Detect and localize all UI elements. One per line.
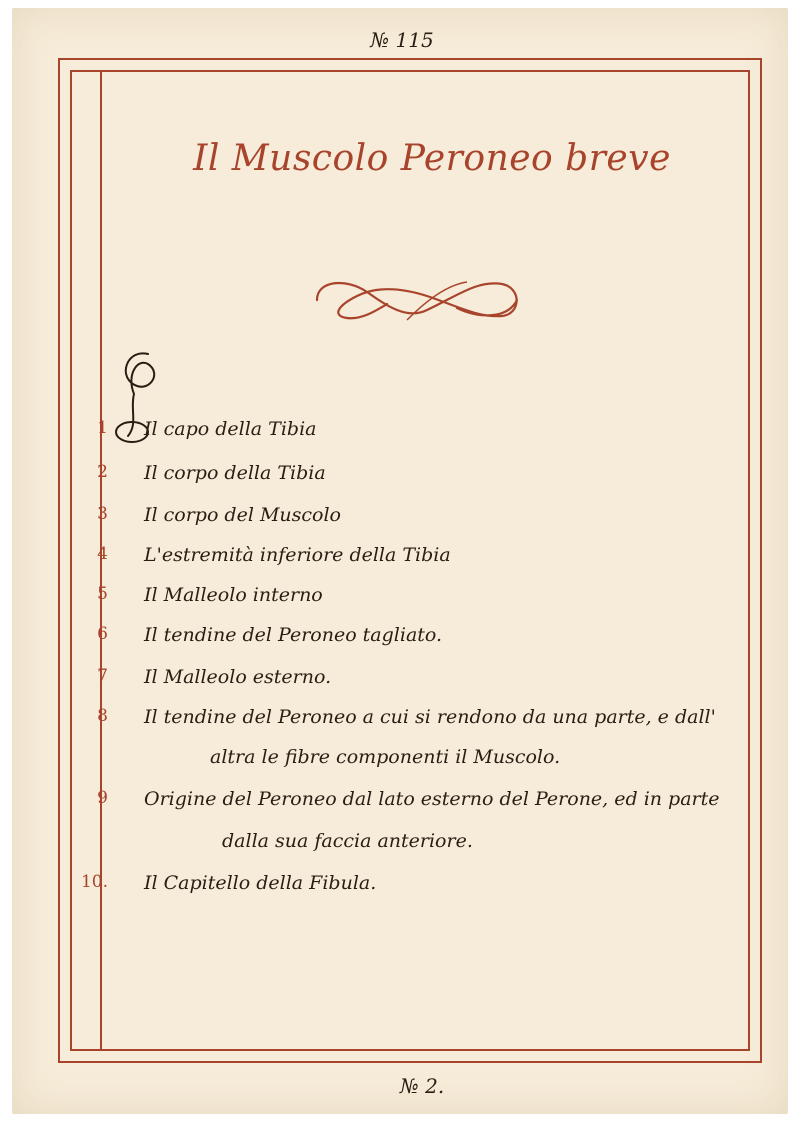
entry-text: Il Malleolo esterno. xyxy=(144,666,332,688)
entry-text: Il Malleolo interno xyxy=(144,584,323,606)
page-number-top: № 115 xyxy=(370,28,434,52)
entry-text: Il corpo della Tibia xyxy=(144,462,326,484)
entry-text: Origine del Peroneo dal lato esterno del Perone, ed in parte xyxy=(144,788,720,810)
entry-continuation: altra le fibre componenti il Muscolo. xyxy=(210,746,561,768)
entry-number: 6 xyxy=(97,624,108,644)
entry-number: 5 xyxy=(97,584,108,604)
entry-text: Il corpo del Muscolo xyxy=(144,504,341,526)
page-title: Il Muscolo Peroneo breve xyxy=(193,138,671,179)
entry-number: 7 xyxy=(97,666,108,686)
entry-number: 10. xyxy=(80,872,108,892)
entry-text: L'estremità inferiore della Tibia xyxy=(144,544,451,566)
page-number-bottom: № 2. xyxy=(399,1074,445,1098)
entry-text: Il tendine del Peroneo tagliato. xyxy=(144,624,443,646)
calligraphic-flourish xyxy=(307,270,527,330)
entry-text: Il capo della Tibia xyxy=(144,418,317,440)
entry-number: 3 xyxy=(97,504,108,524)
manuscript-page xyxy=(12,8,788,1114)
entry-text: Il tendine del Peroneo a cui si rendono da una parte, e dall' xyxy=(144,706,716,728)
entry-number: 1 xyxy=(97,418,108,438)
entry-text: Il Capitello della Fibula. xyxy=(144,872,377,894)
entry-number: 2 xyxy=(97,462,108,482)
entry-number: 8 xyxy=(97,706,108,726)
entry-number: 9 xyxy=(97,788,108,808)
entry-continuation: dalla sua faccia anteriore. xyxy=(222,830,473,852)
entry-number: 4 xyxy=(97,544,108,564)
